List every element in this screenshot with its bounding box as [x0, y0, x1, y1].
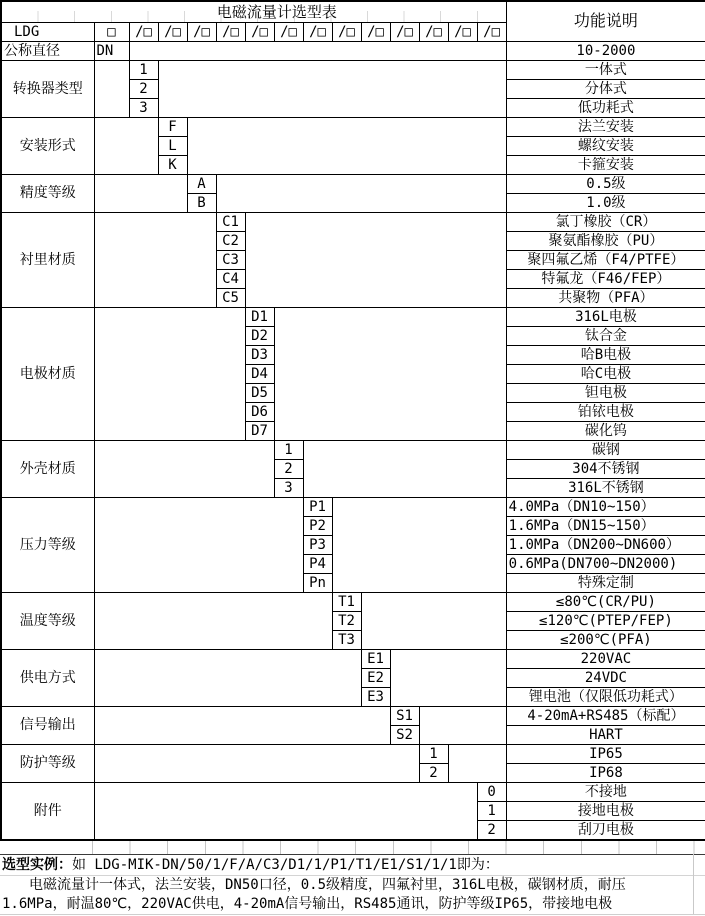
group-label: 公称直径	[1, 41, 94, 60]
code-cell: 2	[419, 763, 448, 782]
code-cell: D2	[245, 326, 274, 345]
desc-cell: 220VAC	[506, 649, 705, 668]
code-cell: F	[158, 117, 187, 136]
spacer-cell	[94, 212, 216, 307]
group-row	[1, 60, 705, 79]
desc-cell: IP65	[506, 744, 705, 763]
desc-cell: 锂电池（仅限低功耗式）	[506, 687, 705, 706]
desc-cell: 钛合金	[506, 326, 705, 345]
spacer-cell	[94, 782, 477, 840]
code-cell: S2	[390, 725, 419, 744]
code-cell: E2	[361, 668, 390, 687]
code-cell: B	[187, 193, 216, 212]
code-cell: 1	[477, 801, 506, 820]
spacer-cell	[187, 117, 506, 174]
code-cell: A	[187, 174, 216, 193]
code-cell: 2	[129, 79, 158, 98]
group-label: 衬里材质	[1, 212, 94, 307]
code-cell: 0	[477, 782, 506, 801]
group-label: 压力等级	[1, 497, 94, 592]
code-slot: /□	[390, 22, 419, 41]
code-cell: 1	[129, 60, 158, 79]
code-slot: /□	[245, 22, 274, 41]
group-row	[1, 307, 705, 326]
group-label: 电极材质	[1, 307, 94, 440]
desc-cell: 分体式	[506, 79, 705, 98]
code-cell: 2	[274, 459, 303, 478]
group-row	[1, 649, 705, 668]
code-cell: 1	[274, 440, 303, 459]
group-label: 附件	[1, 782, 94, 840]
example-model-code: 如 LDG-MIK-DN/50/1/F/A/C3/D1/1/P1/T1/E1/S1/1/1即为：	[72, 856, 499, 873]
code-cell: T1	[332, 592, 361, 611]
code-cell: S1	[390, 706, 419, 725]
desc-cell: 哈B电极	[506, 345, 705, 364]
spacer-cell	[419, 706, 506, 744]
spacer-cell	[245, 212, 506, 307]
code-cell: P1	[303, 497, 332, 516]
group-label: 精度等级	[1, 174, 94, 212]
group-row	[1, 440, 705, 459]
example-heading-line	[0, 855, 705, 876]
spacer-cell	[94, 60, 129, 117]
code-slot: /□	[303, 22, 332, 41]
desc-cell: 316L电极	[506, 307, 705, 326]
example-description-line-1: 电磁流量计一体式，法兰安装，DN50口径，0.5级精度，四氟衬里，316L电极，碳钢材质，耐压	[29, 876, 626, 893]
spacer-cell	[158, 60, 506, 117]
desc-cell: 1.0级	[506, 193, 705, 212]
code-slot: /□	[332, 22, 361, 41]
code-cell: E1	[361, 649, 390, 668]
group-row	[1, 706, 705, 725]
code-slot: /□	[187, 22, 216, 41]
code-cell: C5	[216, 288, 245, 307]
desc-cell: 碳钢	[506, 440, 705, 459]
spacer-cell	[94, 307, 245, 440]
desc-cell: HART	[506, 725, 705, 744]
function-description-header: 功能说明	[506, 1, 705, 41]
desc-cell: ≤120℃(PTEP/FEP)	[506, 611, 705, 630]
spacer-cell	[94, 497, 303, 592]
spreadsheet-gridline-row	[0, 841, 705, 855]
spacer-cell	[129, 41, 506, 60]
group-row	[1, 592, 705, 611]
desc-cell: 接地电极	[506, 801, 705, 820]
desc-cell: 不接地	[506, 782, 705, 801]
code-cell: L	[158, 136, 187, 155]
code-cell: DN	[94, 41, 129, 60]
selection-table-body	[1, 1, 705, 840]
code-slot: /□	[274, 22, 303, 41]
group-row	[1, 782, 705, 801]
spacer-cell	[361, 592, 506, 649]
desc-cell: 碳化钨	[506, 421, 705, 440]
spacer-cell	[94, 174, 187, 212]
code-slot: /□	[216, 22, 245, 41]
group-label: 防护等级	[1, 744, 94, 782]
model-prefix: LDG	[1, 22, 94, 41]
desc-cell: 氯丁橡胶（CR）	[506, 212, 705, 231]
code-cell: P4	[303, 554, 332, 573]
group-label: 转换器类型	[1, 60, 94, 117]
group-label: 供电方式	[1, 649, 94, 706]
code-cell: C4	[216, 269, 245, 288]
desc-cell: 刮刀电极	[506, 820, 705, 840]
desc-cell: 共聚物（PFA）	[506, 288, 705, 307]
desc-cell: 1.0MPa（DN200~DN600）	[506, 535, 705, 554]
group-label: 信号输出	[1, 706, 94, 744]
spacer-cell	[303, 440, 506, 497]
desc-cell: 法兰安装	[506, 117, 705, 136]
code-cell: 3	[129, 98, 158, 117]
desc-cell: 特殊定制	[506, 573, 705, 592]
group-row	[1, 41, 705, 60]
code-cell: K	[158, 155, 187, 174]
spacer-cell	[94, 440, 274, 497]
example-label: 选型实例：	[2, 856, 72, 873]
group-label: 外壳材质	[1, 440, 94, 497]
group-row	[1, 497, 705, 516]
code-cell: C1	[216, 212, 245, 231]
desc-cell: 低功耗式	[506, 98, 705, 117]
example-footer	[0, 841, 705, 915]
code-slot: /□	[129, 22, 158, 41]
spacer-cell	[94, 744, 419, 782]
desc-cell: 0.6MPa(DN700~DN2000)	[506, 554, 705, 573]
group-row	[1, 117, 705, 136]
code-cell: P3	[303, 535, 332, 554]
code-cell: D4	[245, 364, 274, 383]
code-cell: P2	[303, 516, 332, 535]
code-cell: D7	[245, 421, 274, 440]
code-cell: D3	[245, 345, 274, 364]
group-label: 温度等级	[1, 592, 94, 649]
desc-cell: 特氟龙（F46/FEP）	[506, 269, 705, 288]
code-cell: C3	[216, 250, 245, 269]
spacer-cell	[216, 174, 506, 212]
desc-cell: 钽电极	[506, 383, 705, 402]
code-slot: /□	[477, 22, 506, 41]
desc-cell: 4.0MPa（DN10~150）	[506, 497, 705, 516]
code-cell: D6	[245, 402, 274, 421]
spacer-cell	[390, 649, 506, 706]
code-slot: /□	[419, 22, 448, 41]
gridline-vertical	[693, 854, 694, 914]
code-cell: 2	[477, 820, 506, 840]
code-cell: C2	[216, 231, 245, 250]
code-cell: T3	[332, 630, 361, 649]
code-cell: Pn	[303, 573, 332, 592]
desc-cell: 4-20mA+RS485（标配）	[506, 706, 705, 725]
code-cell: T2	[332, 611, 361, 630]
desc-cell: 哈C电极	[506, 364, 705, 383]
code-slot: /□	[448, 22, 477, 41]
spacer-cell	[94, 706, 390, 744]
page-title: 电磁流量计选型表	[1, 1, 506, 22]
desc-cell: 0.5级	[506, 174, 705, 193]
desc-cell: 10-2000	[506, 41, 705, 60]
group-row	[1, 744, 705, 763]
desc-cell: 一体式	[506, 60, 705, 79]
desc-cell: 304不锈钢	[506, 459, 705, 478]
desc-cell: 卡箍安装	[506, 155, 705, 174]
desc-cell: IP68	[506, 763, 705, 782]
spacer-cell	[274, 307, 506, 440]
spacer-cell	[94, 649, 361, 706]
spacer-cell	[94, 117, 158, 174]
group-label: 安装形式	[1, 117, 94, 174]
desc-cell: 316L不锈钢	[506, 478, 705, 497]
code-cell: D5	[245, 383, 274, 402]
desc-cell: 聚氨酯橡胶（PU）	[506, 231, 705, 250]
code-cell: 3	[274, 478, 303, 497]
group-row	[1, 212, 705, 231]
code-cell: E3	[361, 687, 390, 706]
example-description-line-2: 1.6MPa，耐温80℃，220VAC供电，4-20mA信号输出，RS485通讯，防护等级IP65，带接地电极	[2, 895, 613, 912]
code-cell: 1	[419, 744, 448, 763]
desc-cell: 铂铱电极	[506, 402, 705, 421]
spacer-cell	[94, 592, 332, 649]
code-cell: D1	[245, 307, 274, 326]
desc-cell: 1.6MPa（DN15~150）	[506, 516, 705, 535]
desc-cell: 24VDC	[506, 668, 705, 687]
title-row	[1, 1, 705, 22]
desc-cell: ≤80℃(CR/PU)	[506, 592, 705, 611]
code-slot: /□	[361, 22, 390, 41]
spacer-cell	[332, 497, 506, 592]
gridlines	[92, 841, 702, 854]
desc-cell: 聚四氟乙烯（F4/PTFE）	[506, 250, 705, 269]
spacer-cell	[448, 744, 506, 782]
desc-cell: 螺纹安装	[506, 136, 705, 155]
group-row	[1, 174, 705, 193]
code-box: □	[94, 22, 129, 41]
code-slot: /□	[158, 22, 187, 41]
desc-cell: ≤200℃(PFA)	[506, 630, 705, 649]
